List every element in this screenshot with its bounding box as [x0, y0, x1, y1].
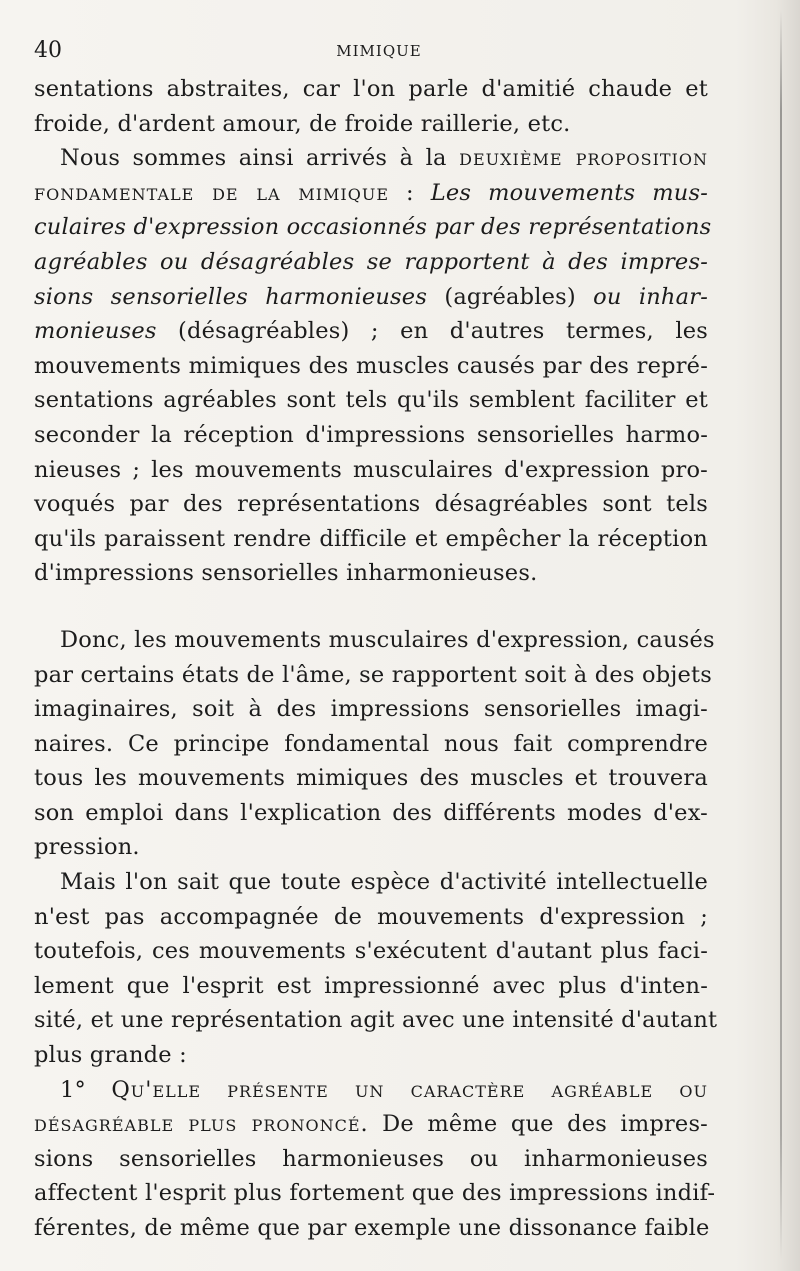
small-caps-text: Qu'elle présente un caractère agréable ou — [111, 1076, 708, 1103]
text-segment: son emploi dans l'explication des différents modes d'ex- — [34, 799, 708, 826]
text-line — [34, 349, 708, 384]
paragraph-gap — [34, 591, 708, 623]
text-segment: lement que l'esprit est impressionné avec plus d'inten- — [34, 972, 708, 999]
text-segment: Nous sommes ainsi arrivés à la — [60, 145, 460, 172]
text-segment: toutefois, ces mouvements s'exécutent d'autant plus faci- — [34, 938, 708, 965]
text-line — [34, 623, 715, 658]
text-segment: férentes, de même que par exemple une dissonance faible — [34, 1215, 710, 1241]
text-segment: naires. Ce principe fondamental nous fait comprendre — [34, 730, 708, 757]
text-line — [34, 692, 708, 727]
text-line — [34, 900, 708, 935]
text-line — [34, 1038, 708, 1073]
text-segment: Donc, les mouvements musculaires d'expression, causés — [60, 626, 715, 653]
text-segment: : — [389, 179, 431, 206]
text-line — [34, 727, 708, 762]
text-segment: (agréables) — [427, 283, 594, 310]
text-line — [34, 1073, 708, 1108]
text-line — [34, 1142, 708, 1177]
text-segment: pression. — [34, 834, 140, 861]
text-line — [34, 830, 708, 865]
text-line — [34, 865, 708, 900]
italic-text: Les mouvements mus- — [430, 179, 708, 206]
text-line — [34, 969, 708, 1004]
text-line — [34, 210, 712, 245]
text-line — [34, 72, 708, 107]
text-line — [34, 1211, 708, 1246]
text-segment: plus grande : — [34, 1042, 187, 1069]
text-segment: sions sensorielles harmonieuses ou inharmonieuses — [34, 1145, 708, 1172]
text-line — [34, 245, 708, 280]
text-segment: affectent l'esprit plus fortement que des impressions indif- — [34, 1180, 716, 1207]
text-line — [34, 556, 708, 591]
text-segment: Mais l'on sait que toute espèce d'activité intellectuelle — [60, 869, 708, 896]
text-line — [34, 314, 708, 349]
text-line — [34, 658, 713, 693]
italic-text: monieuses — [34, 318, 157, 345]
text-segment: 1° — [60, 1076, 112, 1103]
text-line — [34, 280, 708, 315]
text-segment: qu'ils paraissent rendre difficile et empêcher la réception — [34, 525, 708, 552]
text-segment: De même que des impres- — [368, 1111, 708, 1138]
page-number: 40 — [34, 38, 62, 63]
running-title: MIMIQUE — [336, 42, 422, 60]
text-segment: nieuses ; les mouvements musculaires d'expression pro- — [34, 456, 708, 483]
italic-text: ou inhar- — [593, 283, 708, 310]
text-segment: imaginaires, soit à des impressions sensorielles imagi- — [34, 696, 708, 723]
text-segment: tous les mouvements mimiques des muscles et trouvera — [34, 765, 708, 792]
text-line — [34, 761, 708, 796]
small-caps-text: deuxième proposition — [459, 145, 708, 172]
text-segment: sentations agréables sont tels qu'ils semblent faciliter et — [34, 387, 708, 414]
text-line — [34, 487, 708, 522]
text-segment: froide, d'ardent amour, de froide raillerie, etc. — [34, 110, 571, 137]
small-caps-text: désagréable plus prononcé. — [34, 1111, 369, 1138]
text-line — [34, 176, 708, 211]
running-head — [34, 38, 724, 64]
small-caps-text: fondamentale de la mimique — [34, 179, 390, 206]
text-line — [34, 453, 708, 488]
text-line — [34, 1176, 716, 1211]
text-line — [34, 141, 708, 176]
page-edge-shadow — [780, 10, 782, 1260]
text-line — [34, 107, 708, 142]
body-text — [34, 72, 718, 1246]
text-line — [34, 934, 708, 969]
text-segment: mouvements mimiques des muscles causés par des repré- — [34, 352, 708, 379]
text-segment: d'impressions sensorielles inharmonieuses. — [34, 560, 538, 587]
text-segment: seconder la réception d'impressions sensorielles harmo- — [34, 421, 708, 448]
text-segment: voqués par des représentations désagréables sont tels — [34, 491, 708, 518]
text-line — [34, 796, 708, 831]
text-segment: sentations abstraites, car l'on parle d'amitié chaude et — [34, 76, 708, 102]
text-segment: sité, et une représentation agit avec une intensité d'autant — [34, 1007, 718, 1034]
italic-text: culaires d'expression occasionnés par des représentations — [34, 214, 712, 241]
italic-text: sions sensorielles harmonieuses — [34, 283, 428, 310]
text-line — [34, 1107, 708, 1142]
text-segment: n'est pas accompagnée de mouvements d'expression ; — [34, 903, 708, 930]
text-line — [34, 418, 708, 453]
text-line — [34, 1003, 718, 1038]
text-segment: (désagréables) ; en d'autres termes, les — [156, 318, 708, 345]
text-line — [34, 383, 708, 418]
italic-text: agréables ou désagréables se rapportent à des impres- — [34, 248, 708, 275]
text-segment: par certains états de l'âme, se rapportent soit à des objets — [34, 661, 713, 688]
text-line — [34, 522, 708, 557]
